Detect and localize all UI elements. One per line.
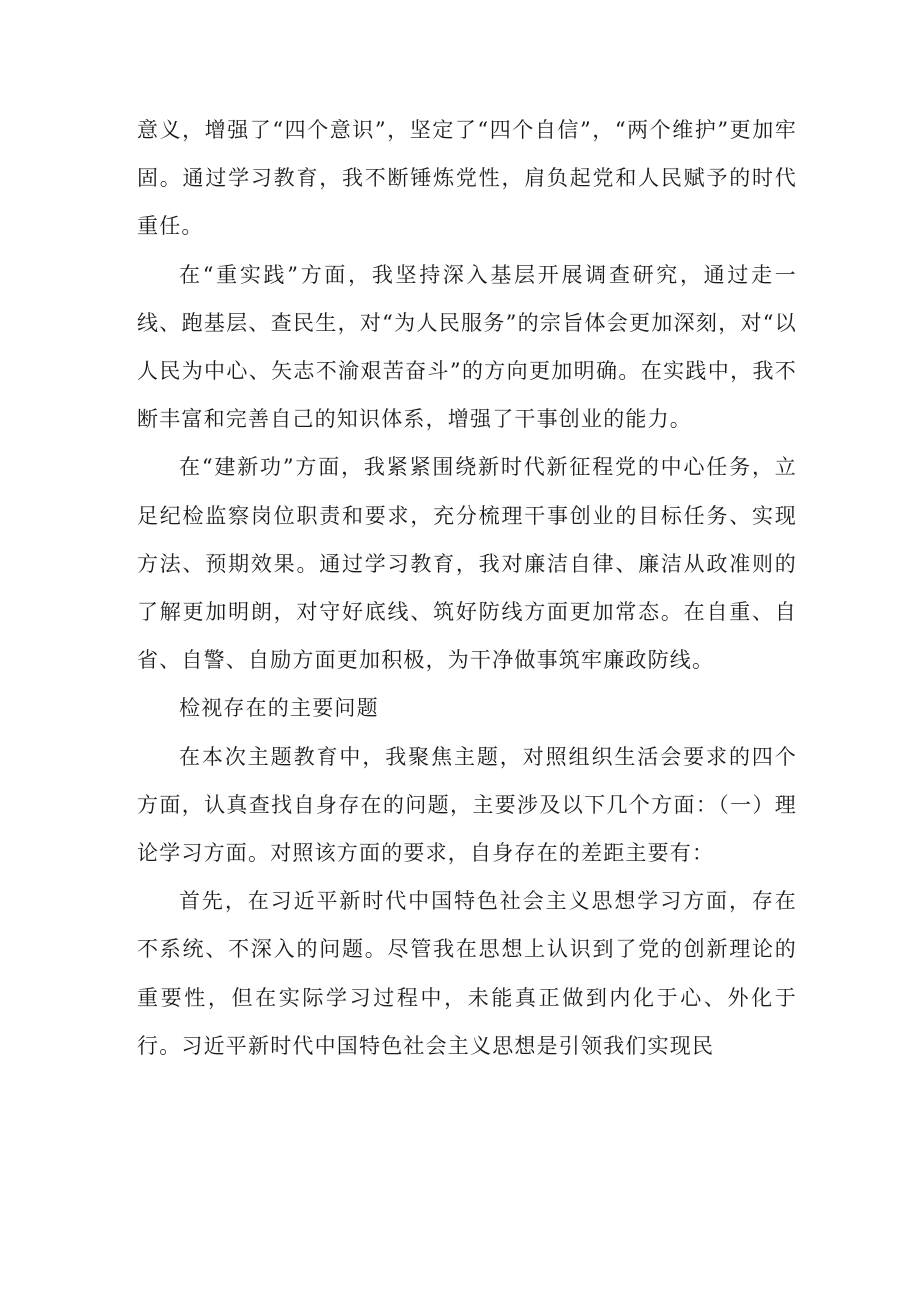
paragraph-new-achievements: 在“建新功”方面，我紧紧围绕新时代新征程党的中心任务，立足纪检监察岗位职责和要求，充分梳理干事创业的目标任务、实现方法、预期效果。通过学习教育，我对廉洁自律、廉洁从政准则的了解更加明朗，对守好底线、筑好防线方面更加常态。在自重、自省、自警、自励方面更加积极，为干净做事筑牢廉政防线。 [137,455,797,673]
paragraph-problems-intro: 在本次主题教育中，我聚焦主题，对照组织生活会要求的四个方面，认真查找自身存在的问题，主要涉及以下几个方面：（一）理论学习方面。对照该方面的要求，自身存在的差距主要有： [137,744,797,866]
paragraph-practice: 在“重实践”方面，我坚持深入基层开展调查研究，通过走一线、跑基层、查民生，对“为人民服务”的宗旨体会更加深刻，对“以人民为中心、矢志不渝艰苦奋斗”的方向更加明确。在实践中，我不断丰富和完善自己的知识体系，增强了干事创业的能力。 [137,262,797,432]
document-body [137,106,797,1070]
section-heading-problems: 检视存在的主要问题 [179,696,379,721]
paragraph-continuation: 意义，增强了“四个意识”，坚定了“四个自信”，“两个维护”更加牢固。通过学习教育，我不断锤炼党性，肩负起党和人民赋予的时代重任。 [137,118,797,239]
paragraph-first-problem: 首先，在习近平新时代中国特色社会主义思想学习方面，存在不系统、不深入的问题。尽管我在思想上认识到了党的创新理论的重要性，但在实际学习过程中，未能真正做到内化于心、外化于行。习近平新时代中国特色社会主义思想是引领我们实现民 [137,889,797,1058]
